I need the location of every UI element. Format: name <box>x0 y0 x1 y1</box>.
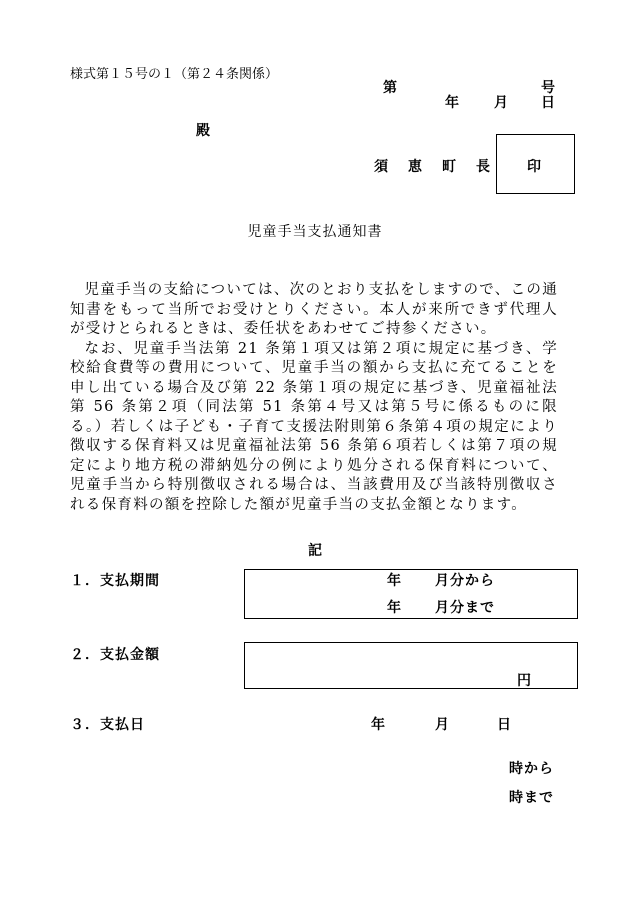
amount-unit: 円 <box>517 673 532 689</box>
period-to-month: 月分まで <box>435 600 495 616</box>
payment-period-box <box>244 569 578 619</box>
payment-date-month: 月 <box>435 717 450 733</box>
header-date-year: 年 <box>445 95 460 111</box>
body-text <box>70 281 558 515</box>
payment-amount-label: ２．支払金額 <box>70 647 160 663</box>
header-date-day: 日 <box>541 95 556 111</box>
ki-heading: 記 <box>308 543 323 559</box>
issuer-name: 須 恵 町 長 <box>374 159 493 175</box>
paragraph-2: なお、児童手当法第 21 条第１項又は第２項に規定に基づき、学校給食費等の費用について、児童手当の額から支払に充てることを申し出ている場合及び第 22 条第１項の規定に基づき、児童福祉法第 56 条第２項（同法第 51 条第４号又は第５号に係るものに限る。）若しくは子ども・子育て支援法附則第６条第４項の規定により徴収する保育料又は児童福祉法第 56 条第６項若しくは第７項の規定により地方税の滞納処分の例により処分される保育料について、児童手当から特別徴収される場合は、当該費用及び当該特別徴収される保育料の額を控除した額が児童手当の支払金額となります。 <box>70 340 558 513</box>
seal-label: 印 <box>527 159 542 175</box>
period-from-month: 月分から <box>435 573 495 589</box>
form-number: 様式第１５号の１（第２４条関係） <box>70 67 279 82</box>
time-from: 時から <box>509 761 554 777</box>
header-date-month: 月 <box>494 95 509 111</box>
paragraph-1: 児童手当の支給については、次のとおり支払をしますので、この通知書をもって当所でお受けとりください。本人が来所できず代理人が受けとられるときは、委任状をあわせてご持参ください。 <box>70 282 558 337</box>
payment-date-label: ３．支払日 <box>70 717 145 733</box>
addressee-suffix: 殿 <box>196 123 211 139</box>
document-title: 児童手当支払通知書 <box>247 224 383 240</box>
doc-number-suffix: 号 <box>541 80 556 96</box>
period-from-year: 年 <box>387 573 402 589</box>
payment-period-label: １．支払期間 <box>70 573 160 589</box>
period-to-year: 年 <box>387 600 402 616</box>
doc-number-prefix: 第 <box>383 80 398 96</box>
payment-date-year: 年 <box>371 717 386 733</box>
time-to: 時まで <box>509 790 554 806</box>
payment-date-day: 日 <box>497 717 512 733</box>
